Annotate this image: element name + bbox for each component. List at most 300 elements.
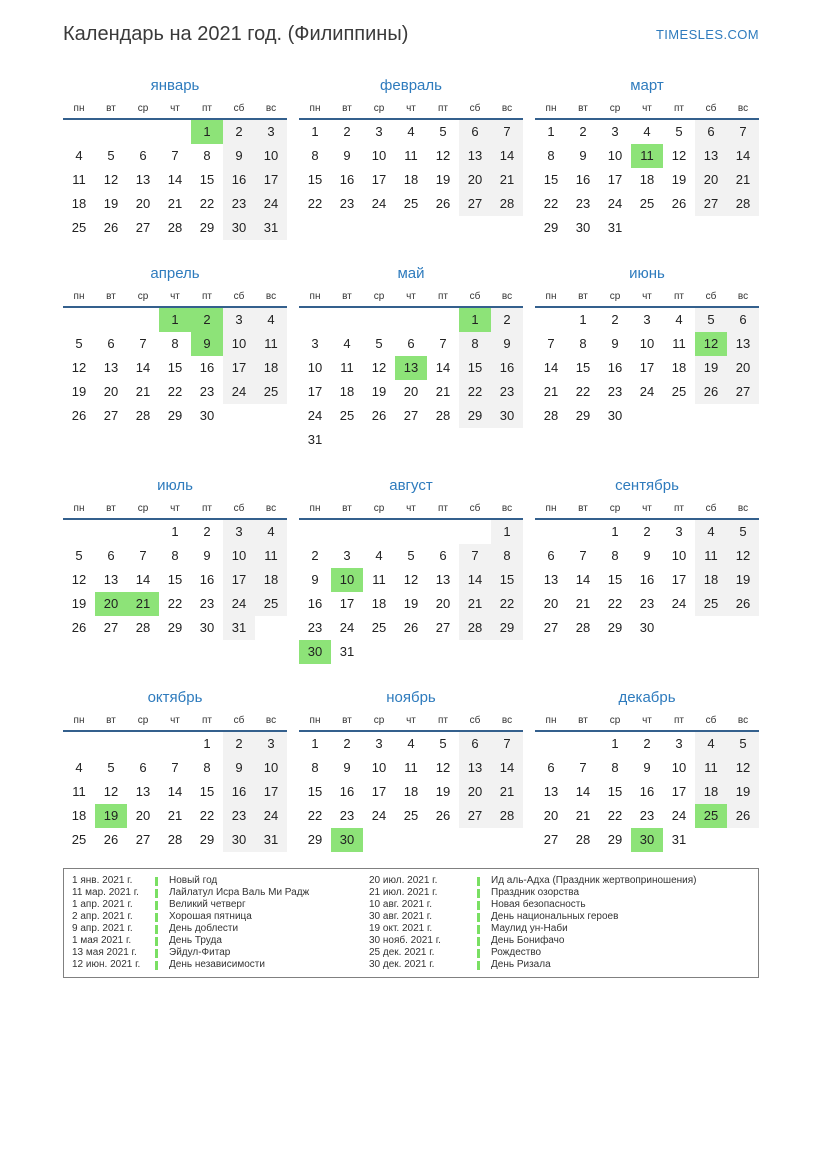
weekday-header: вс	[265, 503, 277, 514]
day-cell: 3	[255, 732, 287, 756]
day-cell: 30	[223, 828, 255, 852]
holiday-marker-icon	[155, 911, 169, 923]
day-cell: 7	[139, 548, 147, 563]
weekday-header: пн	[73, 715, 85, 726]
empty-cell	[427, 828, 459, 852]
day-cell: 4	[75, 148, 83, 163]
day-cell: 8	[491, 544, 523, 568]
day-cell: 11	[631, 144, 663, 168]
legend-holiday-name: Маулид ун-Наби	[491, 923, 568, 934]
week-row	[63, 144, 287, 168]
weekday-header: вс	[501, 291, 513, 302]
week-row	[299, 616, 523, 640]
weekday-header: пт	[674, 503, 684, 514]
empty-cell	[459, 428, 491, 452]
day-cell: 25	[639, 196, 655, 211]
day-cell: 7	[491, 732, 523, 756]
day-cell: 18	[255, 568, 287, 592]
day-cell: 12	[103, 172, 119, 187]
day-cell: 9	[611, 336, 619, 351]
day-cell: 27	[103, 620, 119, 635]
week-row	[63, 592, 287, 616]
empty-cell	[395, 308, 427, 332]
empty-cell	[663, 216, 695, 240]
day-cell: 28	[167, 832, 183, 847]
day-cell: 28	[575, 620, 591, 635]
day-cell: 21	[135, 384, 151, 399]
day-cell: 26	[371, 408, 387, 423]
day-cell: 10	[607, 148, 623, 163]
day-cell: 29	[167, 620, 183, 635]
week-row	[299, 756, 523, 780]
day-cell: 7	[727, 120, 759, 144]
weekday-header: ср	[137, 503, 149, 514]
day-cell: 1	[311, 736, 319, 751]
week-row	[299, 120, 523, 144]
weekday-header: пн	[73, 103, 85, 114]
day-cell: 1	[611, 524, 619, 539]
day-cell: 18	[71, 196, 87, 211]
day-cell: 20	[103, 384, 119, 399]
day-cell: 6	[139, 148, 147, 163]
day-cell: 22	[575, 384, 591, 399]
day-cell: 4	[255, 308, 287, 332]
weekday-header: сб	[705, 103, 717, 114]
month-title: ноябрь	[386, 689, 436, 706]
weekday-header: чт	[406, 103, 416, 114]
weekday-header: сб	[469, 715, 481, 726]
weekday-header: ср	[137, 715, 149, 726]
day-cell: 27	[459, 804, 491, 828]
day-cell: 30	[639, 620, 655, 635]
day-cell: 13	[459, 756, 491, 780]
weekday-header: чт	[642, 503, 652, 514]
weekday-header: сб	[233, 291, 245, 302]
week-row	[535, 380, 759, 404]
legend-date: 13 мая 2021 г.	[72, 947, 137, 958]
day-cell: 16	[339, 784, 355, 799]
day-cell: 1	[191, 120, 223, 144]
week-row	[535, 828, 759, 852]
day-cell: 9	[643, 760, 651, 775]
day-cell: 31	[307, 432, 323, 447]
month-title: август	[389, 477, 433, 494]
week-row	[535, 804, 759, 828]
legend-holiday-name: Новая безопасность	[491, 899, 586, 910]
weekday-header: ср	[609, 503, 621, 514]
week-row	[299, 168, 523, 192]
day-cell: 3	[675, 524, 683, 539]
day-cell: 26	[727, 592, 759, 616]
day-cell: 21	[543, 384, 559, 399]
day-cell: 30	[331, 828, 363, 852]
day-cell: 3	[223, 308, 255, 332]
day-cell: 14	[491, 144, 523, 168]
day-cell: 22	[167, 596, 183, 611]
day-cell: 25	[71, 832, 87, 847]
weekday-header-row	[535, 500, 759, 518]
day-cell: 11	[72, 784, 86, 799]
week-row	[299, 356, 523, 380]
week-row	[63, 308, 287, 332]
day-cell: 29	[199, 220, 215, 235]
week-row	[299, 192, 523, 216]
day-cell: 11	[672, 336, 686, 351]
day-cell: 28	[135, 620, 151, 635]
day-cell: 5	[695, 308, 727, 332]
day-cell: 21	[127, 592, 159, 616]
day-cell: 23	[199, 596, 215, 611]
day-cell: 28	[491, 192, 523, 216]
day-cell: 25	[339, 408, 355, 423]
day-cell: 8	[203, 760, 211, 775]
day-cell: 12	[71, 360, 87, 375]
day-cell: 22	[543, 196, 559, 211]
page-header	[63, 22, 759, 46]
empty-cell	[631, 404, 663, 428]
empty-cell	[223, 404, 255, 428]
week-row	[535, 168, 759, 192]
week-row	[535, 332, 759, 356]
day-cell: 29	[575, 408, 591, 423]
holiday-marker-icon	[155, 899, 169, 911]
empty-cell	[727, 828, 759, 852]
day-cell: 19	[371, 384, 387, 399]
weekday-header-row	[299, 288, 523, 306]
week-row	[535, 780, 759, 804]
day-cell: 6	[727, 308, 759, 332]
week-row	[535, 120, 759, 144]
month-title: май	[397, 265, 425, 282]
day-cell: 13	[543, 572, 559, 587]
day-cell: 29	[167, 408, 183, 423]
empty-cell	[363, 520, 395, 544]
day-cell: 31	[607, 220, 623, 235]
day-cell: 2	[643, 736, 651, 751]
day-cell: 13	[103, 572, 119, 587]
weekday-header: вс	[501, 503, 513, 514]
day-cell: 16	[575, 172, 591, 187]
day-cell: 12	[727, 544, 759, 568]
week-row	[63, 756, 287, 780]
day-cell: 16	[339, 172, 355, 187]
day-cell: 2	[343, 124, 351, 139]
week-row	[63, 616, 287, 640]
day-cell: 23	[307, 620, 323, 635]
day-cell: 10	[371, 148, 387, 163]
day-cell: 29	[199, 832, 215, 847]
empty-cell	[63, 308, 95, 332]
week-row	[63, 804, 287, 828]
day-cell: 16	[491, 356, 523, 380]
day-cell: 14	[135, 572, 151, 587]
legend-holiday-name: Лайлатул Исра Валь Ми Радж	[169, 887, 310, 898]
day-cell: 2	[191, 308, 223, 332]
holiday-marker-icon	[477, 875, 491, 887]
day-cell: 29	[607, 832, 623, 847]
day-cell: 2	[643, 524, 651, 539]
day-cell: 20	[727, 356, 759, 380]
empty-cell	[363, 828, 395, 852]
day-cell: 15	[491, 568, 523, 592]
day-cell: 5	[75, 336, 83, 351]
month-1	[63, 76, 287, 240]
day-cell: 13	[395, 356, 427, 380]
day-cell: 6	[407, 336, 415, 351]
day-cell: 19	[727, 780, 759, 804]
day-cell: 15	[607, 572, 623, 587]
day-cell: 10	[639, 336, 655, 351]
day-cell: 18	[671, 360, 687, 375]
empty-cell	[331, 308, 363, 332]
week-row	[63, 168, 287, 192]
weekday-header: сб	[233, 503, 245, 514]
holiday-marker-icon	[155, 875, 169, 887]
empty-cell	[567, 520, 599, 544]
holiday-marker-icon	[155, 947, 169, 959]
day-cell: 15	[575, 360, 591, 375]
day-cell: 5	[439, 124, 447, 139]
day-cell: 10	[671, 548, 687, 563]
weekday-header: вт	[106, 291, 116, 302]
day-cell: 6	[695, 120, 727, 144]
empty-cell	[727, 404, 759, 428]
holiday-marker-icon	[477, 911, 491, 923]
day-cell: 4	[407, 124, 415, 139]
weekday-header: пн	[309, 103, 321, 114]
day-cell: 11	[72, 172, 86, 187]
day-cell: 1	[579, 312, 587, 327]
day-cell: 4	[695, 732, 727, 756]
week-row	[299, 732, 523, 756]
day-cell: 9	[311, 572, 319, 587]
day-cell: 25	[403, 808, 419, 823]
day-cell: 3	[311, 336, 319, 351]
legend-holiday-name: День Бонифачо	[491, 935, 565, 946]
weekday-header: пн	[309, 715, 321, 726]
day-cell: 24	[223, 592, 255, 616]
week-row	[299, 308, 523, 332]
day-cell: 5	[727, 732, 759, 756]
weekday-header: чт	[406, 715, 416, 726]
day-cell: 22	[307, 196, 323, 211]
empty-cell	[159, 732, 191, 756]
week-row	[63, 828, 287, 852]
weekday-header: ср	[137, 291, 149, 302]
legend-date: 20 июл. 2021 г.	[369, 875, 438, 886]
weekday-header: вс	[265, 715, 277, 726]
weekday-header: пн	[309, 503, 321, 514]
legend-date: 30 нояб. 2021 г.	[369, 935, 441, 946]
empty-cell	[535, 308, 567, 332]
day-cell: 4	[643, 124, 651, 139]
weekday-header: вс	[501, 715, 513, 726]
weekday-header: вт	[342, 503, 352, 514]
day-cell: 16	[307, 596, 323, 611]
day-cell: 27	[459, 192, 491, 216]
day-cell: 8	[171, 336, 179, 351]
day-cell: 31	[255, 216, 287, 240]
legend-holiday-name: Новый год	[169, 875, 218, 886]
week-row	[63, 332, 287, 356]
day-cell: 1	[159, 308, 191, 332]
weekday-header: пн	[73, 291, 85, 302]
legend-holiday-name: День доблести	[169, 923, 239, 934]
day-cell: 24	[339, 620, 355, 635]
day-cell: 1	[547, 124, 555, 139]
day-cell: 3	[675, 736, 683, 751]
weekday-header: вт	[578, 103, 588, 114]
day-cell: 11	[255, 544, 287, 568]
day-cell: 11	[372, 572, 386, 587]
day-cell: 18	[371, 596, 387, 611]
week-row	[63, 216, 287, 240]
day-cell: 30	[631, 828, 663, 852]
weekday-header-row	[63, 288, 287, 306]
day-cell: 24	[607, 196, 623, 211]
day-cell: 10	[223, 544, 255, 568]
day-cell: 2	[311, 548, 319, 563]
day-cell: 30	[223, 216, 255, 240]
day-cell: 15	[607, 784, 623, 799]
day-cell: 12	[671, 148, 687, 163]
week-row	[535, 568, 759, 592]
holiday-marker-icon	[155, 959, 169, 971]
empty-cell	[727, 216, 759, 240]
day-cell: 18	[639, 172, 655, 187]
day-cell: 20	[403, 384, 419, 399]
weekday-header: ср	[373, 715, 385, 726]
day-cell: 9	[579, 148, 587, 163]
day-cell: 28	[435, 408, 451, 423]
day-cell: 25	[403, 196, 419, 211]
day-cell: 17	[607, 172, 623, 187]
empty-cell	[299, 308, 331, 332]
legend-holiday-name: Великий четверг	[169, 899, 246, 910]
empty-cell	[363, 308, 395, 332]
week-row	[63, 520, 287, 544]
day-cell: 25	[71, 220, 87, 235]
day-cell: 16	[639, 572, 655, 587]
week-row	[63, 356, 287, 380]
day-cell: 17	[671, 784, 687, 799]
day-cell: 4	[695, 520, 727, 544]
day-cell: 17	[371, 172, 387, 187]
empty-cell	[695, 616, 727, 640]
month-title: октябрь	[147, 689, 203, 706]
day-cell: 10	[307, 360, 323, 375]
empty-cell	[255, 616, 287, 640]
legend-holiday-name: Рождество	[491, 947, 542, 958]
weekday-header: вс	[737, 103, 749, 114]
day-cell: 16	[223, 168, 255, 192]
legend-holiday-name: Ид аль-Адха (Праздник жертвоприношения)	[491, 875, 697, 886]
empty-cell	[631, 216, 663, 240]
week-row	[299, 640, 523, 664]
week-row	[299, 380, 523, 404]
site-link[interactable]: TIMESLES.COM	[655, 27, 759, 42]
day-cell: 30	[607, 408, 623, 423]
empty-cell	[127, 308, 159, 332]
holiday-marker-icon	[155, 887, 169, 899]
day-cell: 30	[491, 404, 523, 428]
day-cell: 11	[404, 148, 418, 163]
day-cell: 19	[671, 172, 687, 187]
day-cell: 29	[307, 832, 323, 847]
legend-holiday-name: Эйдул-Фитар	[169, 947, 231, 958]
day-cell: 26	[727, 804, 759, 828]
weekday-header: чт	[170, 715, 180, 726]
weekday-header: ср	[137, 103, 149, 114]
day-cell: 7	[491, 120, 523, 144]
weekday-header: вс	[501, 103, 513, 114]
day-cell: 7	[439, 336, 447, 351]
weekday-header: сб	[233, 103, 245, 114]
week-row	[63, 780, 287, 804]
week-row	[299, 568, 523, 592]
empty-cell	[95, 732, 127, 756]
day-cell: 9	[491, 332, 523, 356]
legend-date: 25 дек. 2021 г.	[369, 947, 435, 958]
day-cell: 26	[403, 620, 419, 635]
weekday-header: пт	[202, 503, 212, 514]
day-cell: 10	[223, 332, 255, 356]
month-title: февраль	[380, 77, 442, 94]
day-cell: 30	[575, 220, 591, 235]
day-cell: 26	[435, 196, 451, 211]
day-cell: 13	[459, 144, 491, 168]
day-cell: 7	[547, 336, 555, 351]
empty-cell	[695, 216, 727, 240]
day-cell: 14	[167, 172, 183, 187]
day-cell: 27	[543, 620, 559, 635]
weekday-header: пт	[202, 715, 212, 726]
day-cell: 20	[95, 592, 127, 616]
week-row	[299, 332, 523, 356]
day-cell: 13	[435, 572, 451, 587]
day-cell: 21	[491, 168, 523, 192]
weekday-header: сб	[705, 715, 717, 726]
day-cell: 20	[459, 780, 491, 804]
day-cell: 5	[107, 760, 115, 775]
week-row	[535, 756, 759, 780]
day-cell: 5	[75, 548, 83, 563]
day-cell: 17	[255, 780, 287, 804]
legend-holiday-name: День независимости	[169, 959, 265, 970]
day-cell: 17	[339, 596, 355, 611]
day-cell: 9	[223, 144, 255, 168]
day-cell: 20	[135, 196, 151, 211]
empty-cell	[363, 640, 395, 664]
day-cell: 24	[671, 596, 687, 611]
day-cell: 1	[491, 520, 523, 544]
day-cell: 25	[695, 592, 727, 616]
day-cell: 30	[299, 640, 331, 664]
empty-cell	[63, 120, 95, 144]
day-cell: 1	[459, 308, 491, 332]
weekday-header: пт	[202, 103, 212, 114]
day-cell: 24	[223, 380, 255, 404]
day-cell: 6	[547, 548, 555, 563]
empty-cell	[395, 640, 427, 664]
day-cell: 21	[167, 808, 183, 823]
day-cell: 23	[223, 192, 255, 216]
empty-cell	[459, 640, 491, 664]
empty-cell	[395, 428, 427, 452]
weekday-header-row	[299, 500, 523, 518]
day-cell: 17	[639, 360, 655, 375]
day-cell: 22	[459, 380, 491, 404]
